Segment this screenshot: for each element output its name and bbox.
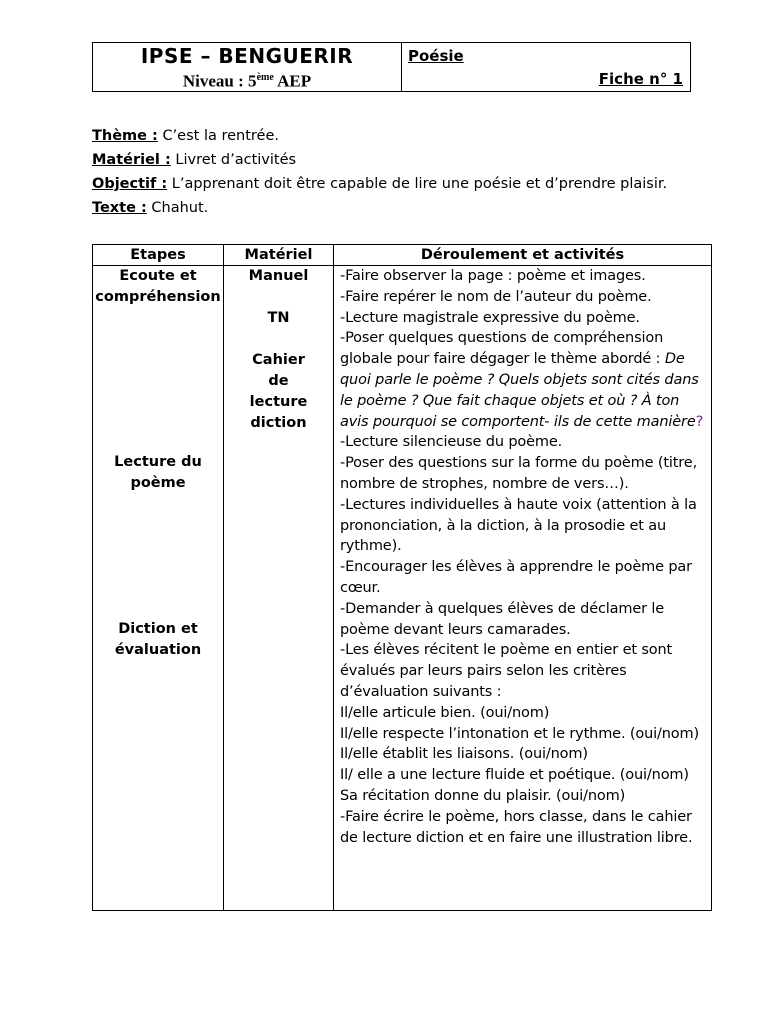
activity-question-mark: ? xyxy=(695,413,704,430)
criterion-line: Il/elle respecte l’intonation et le rythme. (oui/nom) xyxy=(340,725,699,742)
info-value: C’est la rentrée. xyxy=(157,128,280,144)
info-value: Chahut. xyxy=(146,200,209,216)
table-header-row xyxy=(93,245,712,266)
header-deroulement: Déroulement et activités xyxy=(334,245,712,266)
criterion-line: Sa récitation donne du plaisir. (oui/nom) xyxy=(340,787,626,804)
level-suffix: AEP xyxy=(273,71,312,91)
info-label: Texte : xyxy=(92,200,147,216)
header-left xyxy=(93,43,402,91)
activity-question-italic: De quoi parle le poème ? Quels objets sont cités dans le poème ? Que fait chaque objets et où ? À ton avis pourquoi se comportent- ils de cette manière xyxy=(340,351,699,430)
level-sup: ème xyxy=(256,72,274,83)
info-label: Thème : xyxy=(92,128,158,144)
level-line xyxy=(93,68,401,92)
stage-lecture: Lecture du poème xyxy=(114,454,202,491)
activity-question-intro: -Poser quelques questions de compréhension globale pour faire dégager le thème abordé : xyxy=(340,330,665,368)
school-name: IPSE – BENGUERIR xyxy=(140,44,354,68)
header-right xyxy=(402,43,690,91)
header-materiel: Matériel xyxy=(224,245,334,266)
info-label: Matériel : xyxy=(92,152,171,168)
criterion-line: Il/elle établit les liaisons. (oui/nom) xyxy=(340,746,588,763)
table-row xyxy=(93,266,712,911)
criterion-line: Il/elle articule bien. (oui/nom) xyxy=(340,704,550,721)
info-texte xyxy=(92,196,667,220)
material-tn: TN xyxy=(267,310,290,326)
criterion-line: Il/ elle a une lecture fluide et poétique. (oui/nom) xyxy=(340,767,689,784)
material-manuel: Manuel xyxy=(248,268,309,284)
activity-line: -Faire écrire le poème, hors classe, dans le cahier de lecture diction et en faire une illustration libre. xyxy=(340,808,693,846)
header-etapes: Etapes xyxy=(93,245,224,266)
info-objectif xyxy=(92,172,667,196)
activity-line: -Lecture silencieuse du poème. xyxy=(340,434,563,451)
info-value: L’apprenant doit être capable de lire une poésie et d’prendre plaisir. xyxy=(167,176,668,192)
fiche-number xyxy=(599,70,683,88)
lesson-table xyxy=(92,244,712,911)
info-block xyxy=(92,124,667,220)
activity-line: -Demander à quelques élèves de déclamer le poème devant leurs camarades. xyxy=(340,600,665,638)
activity-line: -Lectures individuelles à haute voix (attention à la prononciation, à la diction, à la prosodie et au rythme). xyxy=(340,496,697,555)
material-cahier: Cahier de lecture diction xyxy=(249,352,308,431)
info-theme xyxy=(92,124,667,148)
info-materiel xyxy=(92,148,667,172)
stages-cell xyxy=(93,266,224,911)
activity-line: -Poser des questions sur la forme du poème (titre, nombre de strophes, nombre de vers…). xyxy=(340,455,698,492)
materials-cell xyxy=(224,266,334,911)
subject-label: Poésie xyxy=(408,47,464,65)
stage-ecoute: Ecoute et compréhension xyxy=(95,268,221,305)
activity-line: -Faire repérer le nom de l’auteur du poème. xyxy=(340,288,652,305)
info-label: Objectif : xyxy=(92,176,168,192)
header-box xyxy=(92,42,691,92)
info-value: Livret d’activités xyxy=(170,152,297,168)
activity-line: -Faire observer la page : poème et images. xyxy=(340,268,646,284)
activity-line: -Encourager les élèves à apprendre le poème par cœur. xyxy=(340,559,692,596)
fiche-label: Fiche n° 1 xyxy=(598,70,683,88)
stage-diction: Diction et évaluation xyxy=(114,621,202,658)
activity-question xyxy=(340,328,711,432)
activity-line: -Les élèves récitent le poème en entier et sont évalués par leurs pairs selon les critères d’évaluation suivants : xyxy=(340,642,673,700)
activities-cell xyxy=(334,266,712,911)
activity-line: -Lecture magistrale expressive du poème. xyxy=(340,309,640,326)
level-prefix: Niveau : 5 xyxy=(182,71,257,91)
